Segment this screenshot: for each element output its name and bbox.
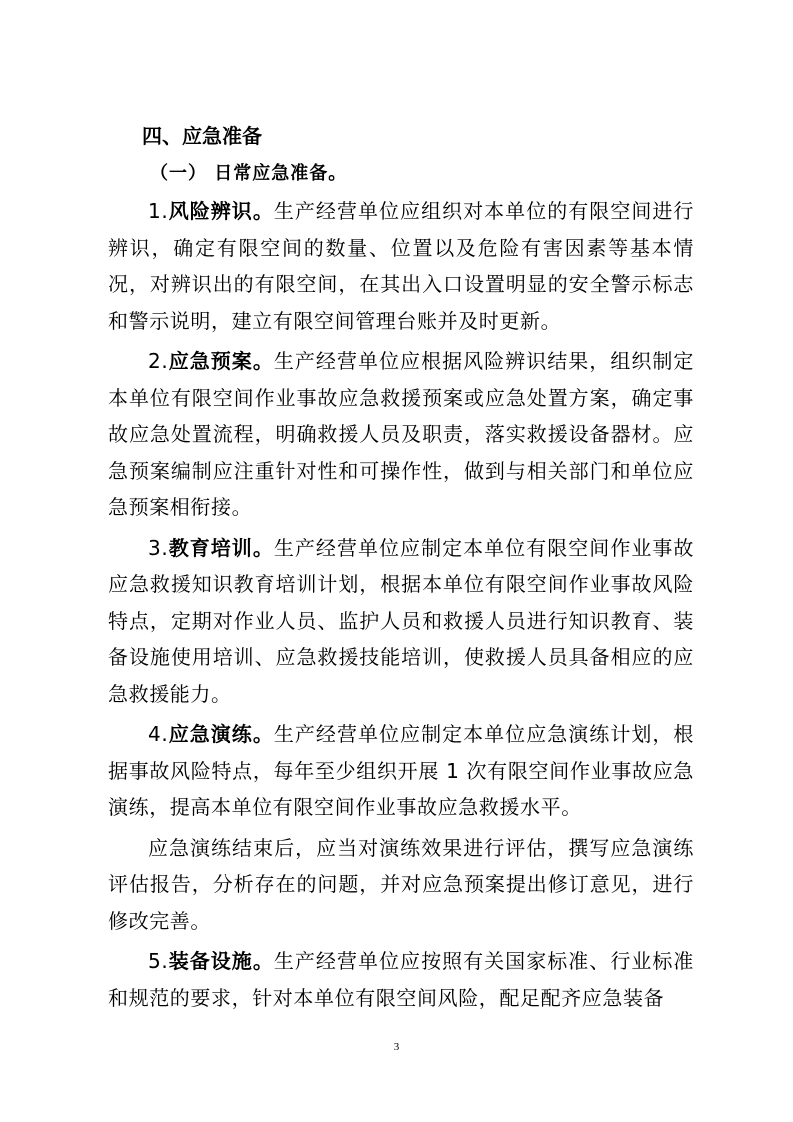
- paragraph-term: 装备设施。: [168, 949, 274, 973]
- page-number: 3: [393, 1041, 400, 1053]
- paragraph-number: 4.: [148, 722, 169, 746]
- paragraph-equipment-facilities: [108, 943, 694, 1016]
- paragraph-text: 生产经营单位应组织对本单位的有限空间进行辨识，确定有限空间的数量、位置以及危险有害因素等基本情况，对辨识出的有限空间，在其出入口设置明显的安全警示标志和警示说明，建立有限空间管理台账并及时更新。: [108, 199, 695, 333]
- paragraph-term: 风险辨识。: [168, 199, 274, 223]
- paragraph-drill-evaluation: [108, 830, 694, 940]
- paragraph-term: 应急演练。: [168, 722, 274, 746]
- paragraph-number: 2.: [148, 349, 169, 373]
- paragraph-text: 应急演练结束后，应当对演练效果进行评估，撰写应急演练评估报告，分析存在的问题，并对应急预案提出修订意见，进行修改完善。: [108, 835, 694, 933]
- paragraph-text: 生产经营单位应制定本单位应急演练计划，根据事故风险特点，每年至少组织开展 1 次有限空间作业事故应急演练，提高本单位有限空间作业事故应急救援水平。: [108, 722, 695, 819]
- paragraph-text: 生产经营单位应制定本单位有限空间作业事故应急救援知识教育培训计划，根据本单位有限空间作业事故风险特点，定期对作业人员、监护人员和救援人员进行知识教育、装备设施使用培训、应急救援技能培训，使救援人员具备相应的应急救援能力。: [108, 535, 695, 706]
- paragraph-text: 生产经营单位应按照有关国家标准、行业标准和规范的要求，针对本单位有限空间风险，配足配齐应急装备: [108, 949, 695, 1010]
- paragraph-risk-identification: [108, 193, 694, 339]
- paragraph-term: 教育培训。: [168, 535, 274, 560]
- section-heading: 四、应急准备: [142, 124, 262, 148]
- paragraph-number: 1.: [148, 199, 169, 223]
- document-body: [108, 117, 694, 1016]
- paragraph-emergency-drill: [108, 716, 694, 826]
- paragraph-term: 应急预案。: [168, 349, 274, 373]
- paragraph-emergency-plan: [108, 343, 694, 526]
- paragraph-text: 生产经营单位应根据风险辨识结果，组织制定本单位有限空间作业事故应急救援预案或应急处置方案，确定事故应急处置流程，明确救援人员及职责，落实救援设备器材。应急预案编制应注重针对性和可操作性，做到与相关部门和单位应急预案相衔接。: [108, 349, 695, 519]
- paragraph-education-training: [108, 530, 694, 713]
- subsection-heading: （一） 日常应急准备。: [150, 163, 348, 184]
- paragraph-number: 5.: [148, 949, 169, 973]
- paragraph-number: 3.: [148, 535, 169, 560]
